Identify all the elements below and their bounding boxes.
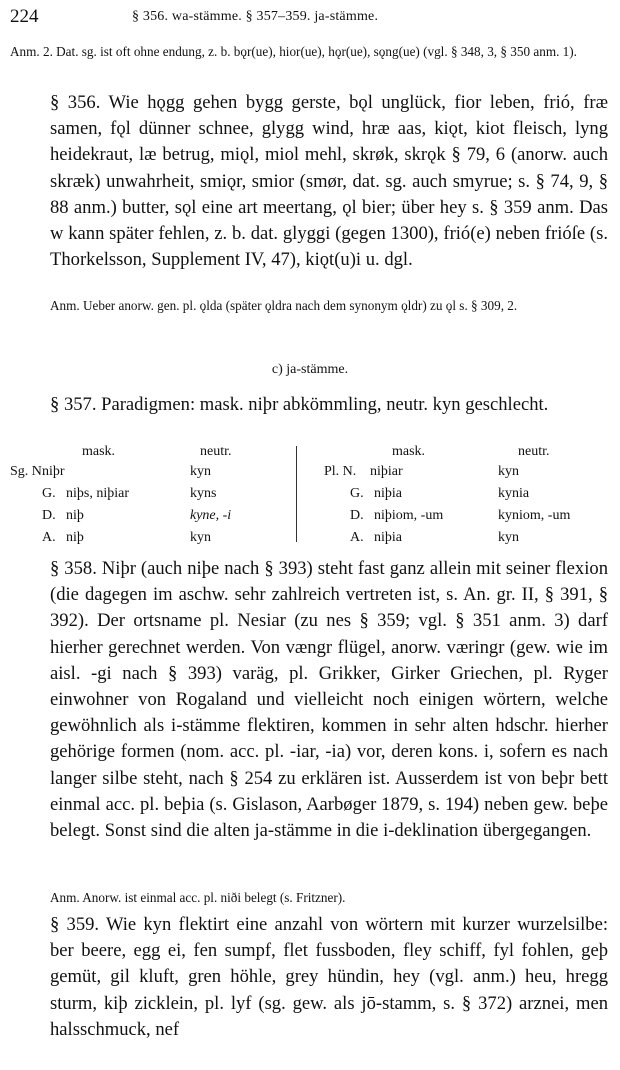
- running-header: [10, 6, 610, 28]
- sg-mask: niþr: [42, 464, 65, 479]
- section-heading: c) ja-stämme.: [271, 362, 349, 377]
- pl-label: D.: [350, 508, 364, 523]
- pl-mask: niþiar: [370, 464, 403, 479]
- col-header-sg-neutr: neutr.: [200, 444, 232, 459]
- pl-label: A.: [350, 530, 364, 545]
- sg-label: Sg. N.: [10, 464, 46, 479]
- note-anm-358: Anm. Anorw. ist einmal acc. pl. niði belegt (s. Fritzner).: [50, 890, 346, 905]
- sg-mask: niþs, niþiar: [66, 486, 129, 501]
- col-header-pl-neutr: neutr.: [518, 444, 550, 459]
- pl-neutr: kyniom, -um: [498, 508, 571, 523]
- sg-mask: niþ: [66, 530, 84, 545]
- sg-label: A.: [42, 530, 56, 545]
- table-divider: [296, 446, 297, 542]
- note-anm-356: Anm. Ueber anorw. gen. pl. ǫlda (später ǫldra nach dem synonym ǫldr) zu ǫl s. § 309, 2.: [50, 298, 518, 313]
- pl-mask: niþiom, -um: [374, 508, 444, 523]
- pl-label: Pl. N.: [324, 464, 357, 479]
- sg-neutr: kyn: [190, 464, 211, 479]
- paragraph-359: § 359. Wie kyn flektirt eine anzahl von wörtern mit kurzer wurzelsilbe: ber beere, egg ei, fen sumpf, flet fussboden, fley schiff, fyl fohlen, geþ gemüt, gil kluft, gren höhle, grey hündin, hey (vgl. anm.) heu, hregg sturm, kiþ zicklein, pl. lyf (sg. gew. als jō-stamm, s. § 372) arznei, men halsschmuck, nef: [50, 914, 608, 1040]
- paradigm-table: [0, 444, 620, 544]
- note-anm-2: Anm. 2. Dat. sg. ist oft ohne endung, z. b. bǫr(ue), hior(ue), hǫr(ue), sǫng(ue) (vgl. § 348, 3, § 350 anm. 1).: [10, 44, 577, 59]
- pl-neutr: kyn: [498, 464, 519, 479]
- page-number: 224: [10, 6, 39, 27]
- running-title: § 356. wa-stämme. § 357–359. ja-stämme.: [132, 9, 379, 24]
- pl-mask: niþia: [374, 486, 402, 501]
- paragraph-357: § 357. Paradigmen: mask. niþr abkömmling, neutr. kyn geschlecht.: [50, 394, 549, 415]
- paragraph-356: § 356. Wie hǫgg gehen bygg gerste, bǫl unglück, fior leben, frió, fræ samen, fǫl dünner schnee, glygg wind, hræ aas, kiǫt, kiot fleisch, lyng heidekraut, læ betrug, miǫl, miol mehl, skrøk, skrǫk § 79, 6 (anorw. auch skræk) unwahrheit, smiǫr, smior (smør, dat. sg. auch smyrue; s. § 74, 9, § 88 anm.) butter, sǫl eine art meertang, ǫl bier; über hey s. § 359 anm. Das w kann später fehlen, z. b. dat. glyggi (gegen 1300), frió(e) neben frióſe (s. Thorkelsson, Supplement IV, 47), kiǫt(u)i u. dgl.: [50, 92, 608, 271]
- sg-neutr: kyne, -i: [190, 508, 232, 523]
- paragraph-358: § 358. Niþr (auch niþe nach § 393) steht fast ganz allein mit seiner flexion (die dagegen im aschw. sehr zahlreich vertreten ist, s. An. gr. II, § 391, § 392). Der ortsname pl. Nesiar (zu nes § 359; vgl. § 351 anm. 3) darf hierher gerechnet werden. Von vængr flügel, anorw. væringr (gew. wie im aisl. -gi nach § 393) varäg, pl. Grikker, Girker Griechen, pl. Ryger einwohner von Rogaland und vielleicht noch einigen wörtern, welche gewöhnlich als i-stämme flektiren, kommen in sehr alten hdschr. hierher gehörige formen (nom. acc. pl. -iar, -ia) vor, deren kons. i, sofern es nach langer silbe steht, nach § 254 zu erklären ist. Ausserdem ist von beþr bett einmal acc. pl. beþia (s. Gislason, Aarbøger 1879, s. 194) neben gew. beþe belegt. Sonst sind die alten ja-stämme in die i-deklination übergegangen.: [50, 558, 608, 842]
- sg-neutr: kyns: [190, 486, 217, 501]
- pl-neutr: kynia: [498, 486, 530, 501]
- col-header-sg-mask: mask.: [82, 444, 116, 459]
- sg-neutr: kyn: [190, 530, 211, 545]
- pl-label: G.: [350, 486, 364, 501]
- sg-mask: niþ: [66, 508, 84, 523]
- sg-label: G.: [42, 486, 56, 501]
- sg-label: D.: [42, 508, 56, 523]
- pl-neutr: kyn: [498, 530, 519, 545]
- col-header-pl-mask: mask.: [392, 444, 426, 459]
- pl-mask: niþia: [374, 530, 402, 545]
